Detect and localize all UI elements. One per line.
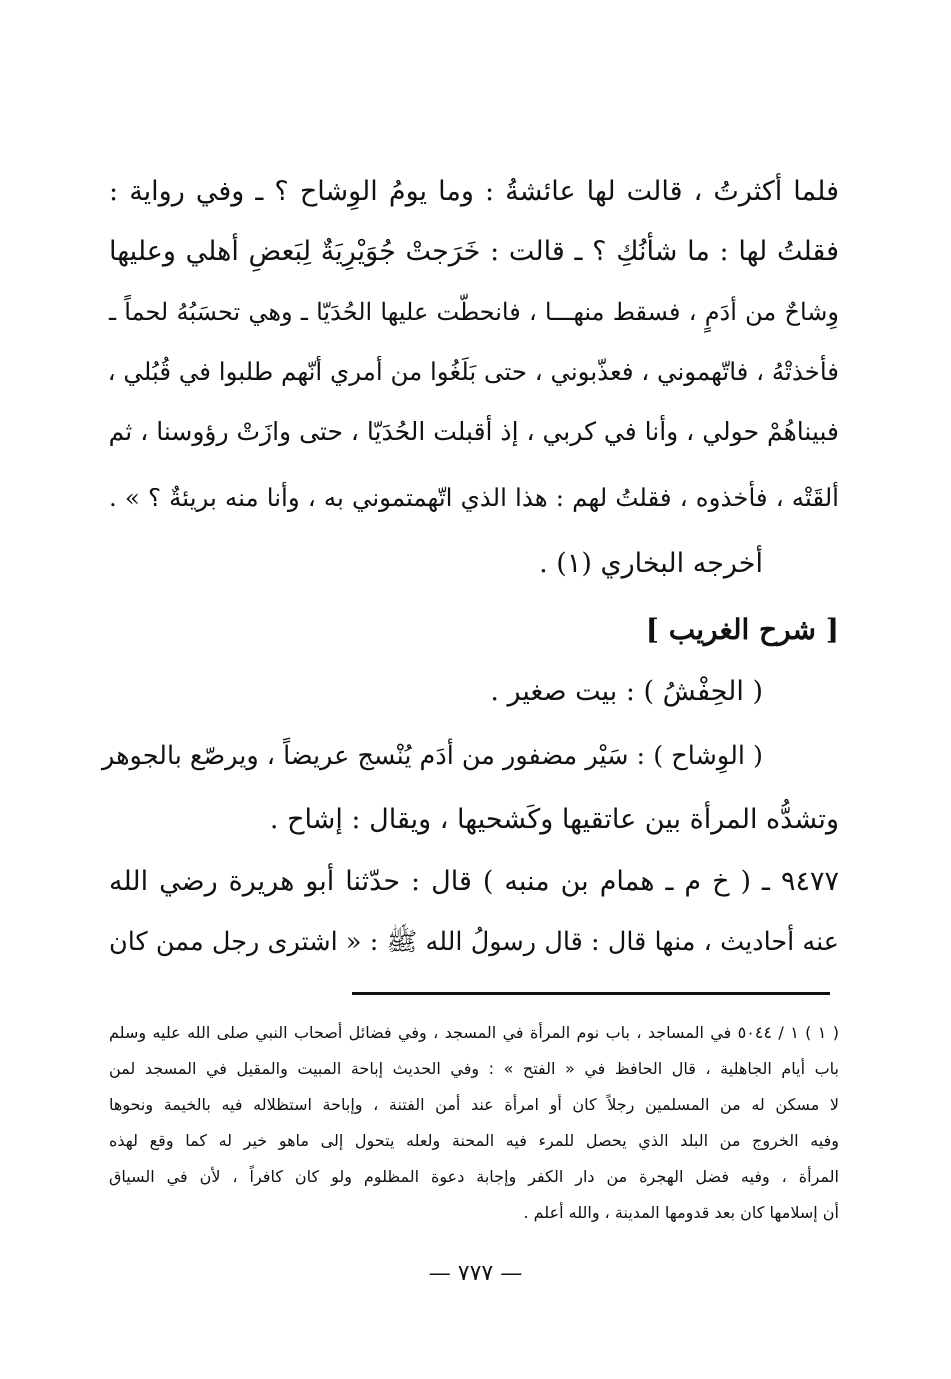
- hadith-line-2: عنه أحاديث ، منها قال : قال رسولُ الله ﷺ : « اشترى رجل ممن كان: [109, 927, 839, 957]
- hadith-line-1: ٩٤٧٧ ـ ( خ م ـ همام بن منبه ) قال : حدّثنا أبو هريرة رضي الله: [109, 866, 839, 897]
- takhrij-line: أخرجه البخاري (١) .: [539, 548, 763, 579]
- footnote-line-1: ( ١ ) ١ / ٥٠٤٤ في المساجد ، باب نوم المرأة في المسجد ، وفي فضائل أصحاب النبي صلى الله عليه وسلم: [109, 1023, 840, 1042]
- footnote-line-6: أن إسلامها كان بعد قدومها المدينة ، والله أعلم .: [523, 1203, 839, 1222]
- footnote-line-5: المرأة ، وفيه فضل الهجرة من دار الكفر وإجابة دعوة المظلوم ولو كان كافراً ، لأن في السياق: [109, 1167, 839, 1186]
- footnote-separator: [352, 992, 830, 995]
- body-line-3: وِشاحٌ من أدَمٍ ، فسقط منهـــا ، فانحطّت عليها الحُدَيّا ـ وهي تحسَبُهُ لحماً ـ: [109, 298, 839, 326]
- page-number: — ٧٧٧ —: [428, 1261, 523, 1286]
- body-line-1: فلما أكثرتُ ، قالت لها عائشةُ : وما يومُ الوِشاح ؟ ـ وفي رواية :: [109, 176, 839, 207]
- body-line-6: ألقَتْه ، فأخذوه ، فقلتُ لهم : هذا الذي اتّهمتموني به ، وأنا منه بريئةٌ ؟ » .: [109, 483, 839, 512]
- gharib-line-1: ( الحِفْشُ ) : بيت صغير .: [490, 676, 763, 707]
- footnote-line-3: لا مسكن له من المسلمين رجلاً كان أو امرأة عند أمن الفتنة ، وإباحة استظلاله فيه بالخيمة ونحوها: [109, 1095, 839, 1114]
- footnote-line-4: وفيه الخروج من البلد الذي يحصل للمرء فيه المحنة ولعله يتحول إلى ماهو خير له كما وقع لهذه: [109, 1131, 839, 1150]
- body-line-2: فقلتُ لها : ما شأنُكِ ؟ ـ قالت : خَرَجتْ جُوَيْرِيَةٌ لِبَعضِ أهلي وعليها: [109, 236, 839, 267]
- gharib-heading: [ شرح الغريب ]: [645, 613, 839, 646]
- body-line-4: فأخذتْهُ ، فاتّهموني ، فعذّبوني ، حتى بَلَغُوا من أمري أنّهم طلبوا في قُبُلي ،: [107, 357, 839, 386]
- body-line-5: فبيناهُمْ حولي ، وأنا في كربي ، إذ أقبلت الحُدَيّا ، حتى وازَتْ رؤوسنا ، ثم: [108, 417, 839, 446]
- footnote-line-2: باب أيام الجاهلية ، قال الحافظ في « الفتح » : وفي الحديث إباحة المبيت والمقيل في المسجد لمن: [109, 1059, 839, 1078]
- gharib-line-2: ( الوِشاح ) : سَيْر مضفور من أدَم يُنْسج عريضاً ، ويرصّع بالجوهر: [102, 741, 763, 771]
- gharib-line-3: وتشدُّه المرأة بين عاتقيها وكَشحيها ، ويقال : إشاح .: [269, 804, 839, 835]
